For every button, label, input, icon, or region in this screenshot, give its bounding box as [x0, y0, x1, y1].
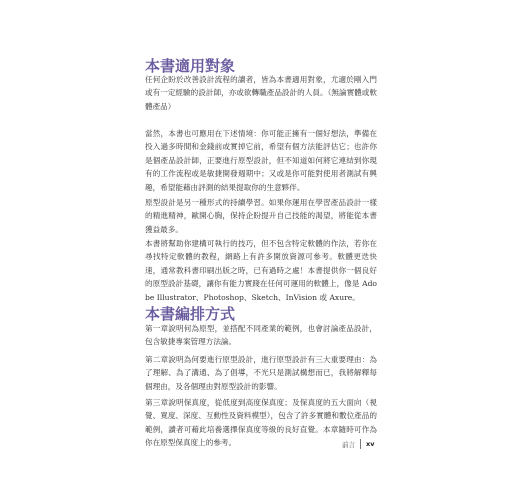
paragraph: 本書將幫助你建構可執行的技巧，但不包含特定軟體的作法，若你在尋找特定軟體的教程，網路上有許多開放資源可參考。軟體更迭快速，通常教科書印刷出版之時，已有過時之處！本書提供你一個良好的原型設計基礎，讓你有能力實踐在任何可運用的軟體上，像是 Adobe Illustrator、Photoshop、Sketch、InVision 或 Axure。 — [145, 239, 377, 302]
paragraph: 原型設計是另一種形式的持續學習。如果你運用在學習產品設計一樣的精進精神，歐開心胸，保持企盼提升自己技能的渴望，將能從本書獲益最多。 — [145, 198, 377, 234]
paragraph: 任何企盼於改善設計流程的讀者，皆為本書適用對象，尤適於剛入門或有一定經驗的設計師，亦或欲轉職產品設計的人員。（無論實體或軟體產品） — [145, 75, 377, 111]
paragraph: 第二章說明為何要進行原型設計，進行原型設計有三大重要理由：為了理解、為了溝通、為了倡導，不光只是測試構想而已，我將解釋每個理由，及各個理由對原型設計的影響。 — [145, 355, 377, 391]
footer-section-label: 前言 — [342, 441, 355, 449]
section-heading-audience: 本書適用對象 — [145, 57, 236, 75]
paragraph: 當然，本書也可應用在下述情境：你可能正擁有一個好想法，準備在投入過多時間和金錢前或實掉它前，希望有個方法能評估它；也許你是個產品設計師，正要進行原型設計，但不知道如何將它連結到你現有的工作流程或是敏捷開發週期中；又或是你可能對使用者測試有興趣，希望能藉由評測的結果提取你的生意夥伴。 — [145, 129, 377, 192]
paragraph: 第一章說明何為原型，並搭配不同產業的範例，也會討論產品設計，包含敏捷專案管理方法論。 — [145, 324, 377, 347]
paragraph: 第三章說明保真度，從低度到高度保真度；及保真度的五大面向（視覺、寬度、深度、互動性及資料模型），包含了許多實體和數位產品的範例，讀者可藉此培養選擇保真度等級的良好直覺。本章隨時可作為你在原型保真度上的參考。 — [145, 398, 377, 448]
footer-divider — [360, 439, 361, 449]
section-heading-organization: 本書編排方式 — [145, 305, 236, 323]
page-number: xv — [366, 440, 375, 448]
